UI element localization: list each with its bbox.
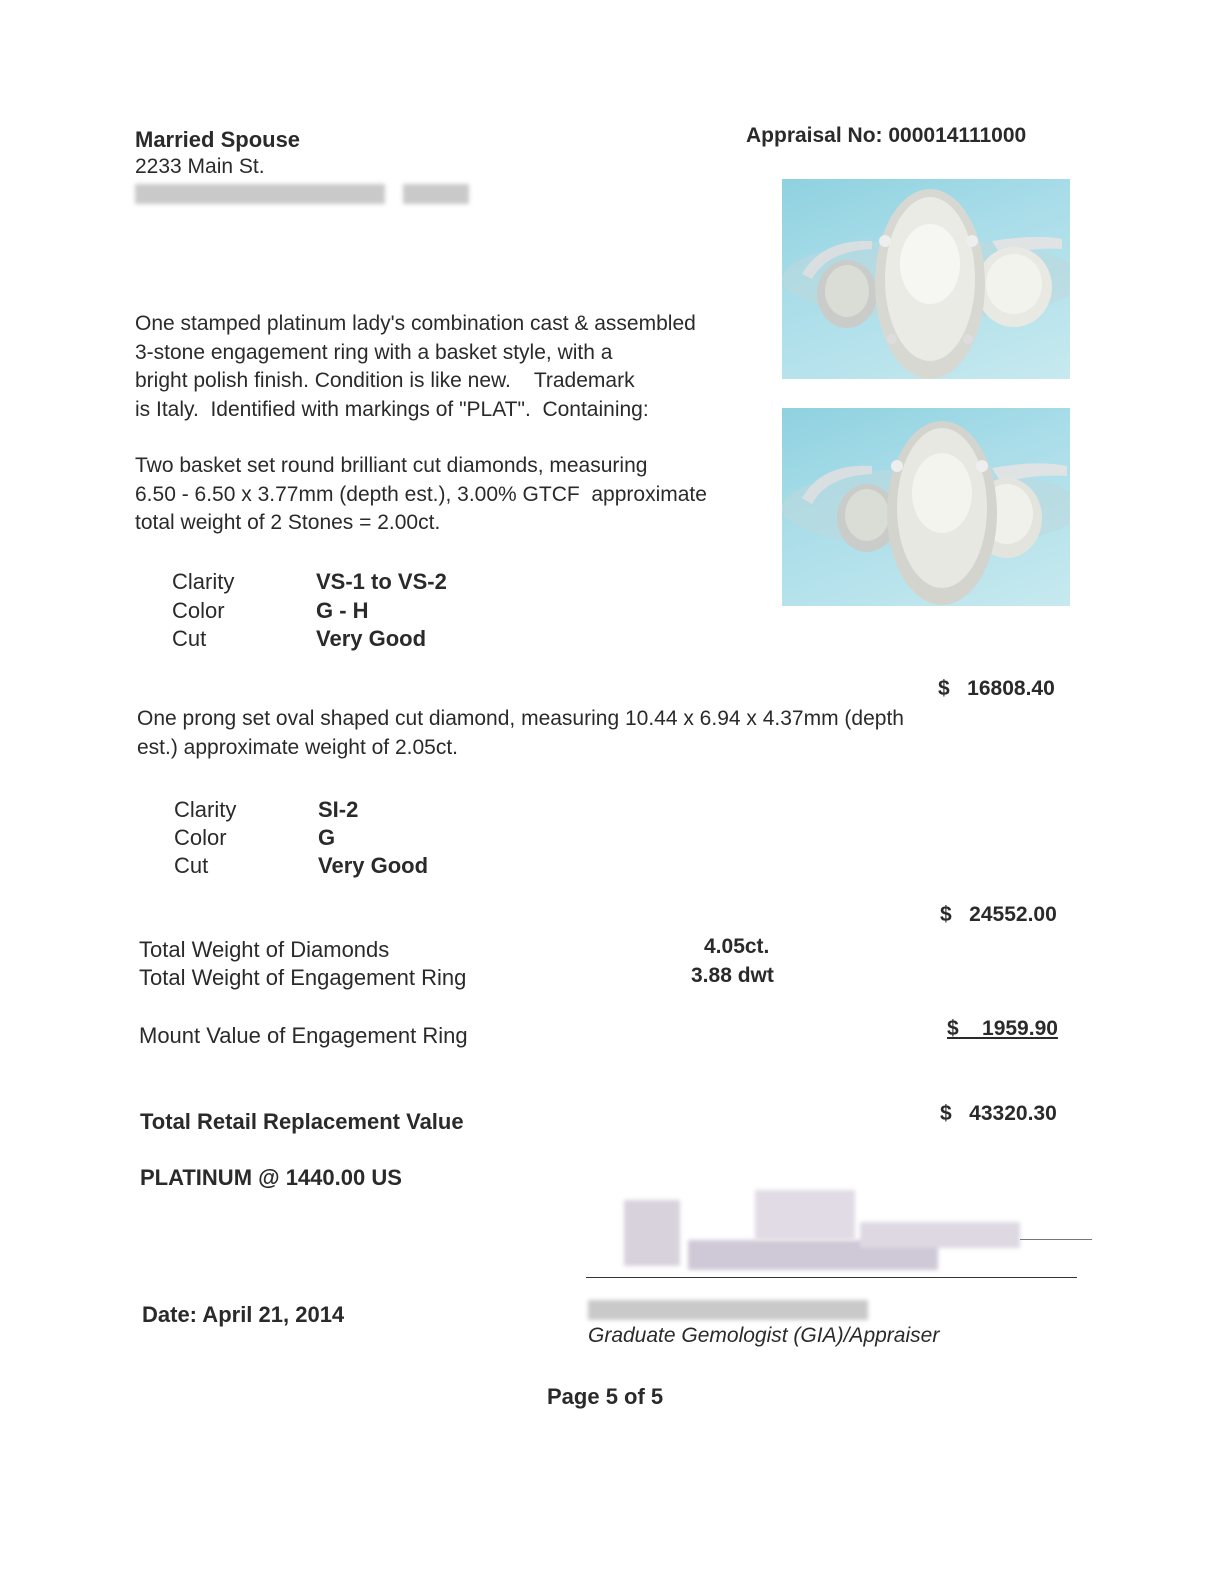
total-diamond-weight-label: Total Weight of Diamonds	[139, 937, 390, 962]
side-stones-line: Two basket set round brilliant cut diamonds, measuring	[135, 454, 648, 477]
side-stones-description	[135, 452, 707, 538]
grade-value-cut: Very Good	[318, 853, 429, 878]
signature-stroke	[1020, 1239, 1092, 1240]
side-stones-line: 6.50 - 6.50 x 3.77mm (depth est.), 3.00% GTCF approximate	[135, 482, 707, 506]
total-ring-weight-value: 3.88 dwt	[691, 964, 774, 987]
page-number: Page 5 of 5	[547, 1384, 664, 1409]
ring-photo-bottom	[782, 408, 1070, 606]
appraisal-number: Appraisal No: 000014111000	[746, 124, 1027, 147]
redacted-signer-name	[588, 1300, 868, 1320]
grade-value-clarity: VS-1 to VS-2	[316, 569, 447, 594]
signer-title: Graduate Gemologist (GIA)/Appraiser	[588, 1324, 940, 1347]
grade-value-color: G	[318, 825, 336, 850]
total-diamond-weight-value: 4.05ct.	[704, 935, 770, 958]
ring-photo-top	[782, 179, 1070, 379]
side-stones-line: total weight of 2 Stones = 2.00ct.	[135, 511, 441, 534]
platinum-price-line: PLATINUM @ 1440.00 US	[140, 1165, 402, 1190]
description-line: bright polish finish. Condition is like new. Trademark	[135, 369, 635, 392]
redacted-signature	[755, 1190, 855, 1240]
center-stone-value: $ 24552.00	[940, 903, 1057, 926]
description-line: 3-stone engagement ring with a basket style, with a	[135, 340, 613, 364]
client-name: Married Spouse	[135, 127, 301, 152]
redacted-signature	[624, 1200, 680, 1266]
redacted-signature	[860, 1222, 1020, 1248]
mount-value: $ 1959.90	[947, 1017, 1058, 1040]
grade-label-clarity: Clarity	[174, 797, 237, 822]
grade-label-clarity: Clarity	[172, 569, 235, 594]
grade-label-color: Color	[172, 598, 225, 623]
grade-label-cut: Cut	[172, 626, 207, 651]
grade-value-color: G - H	[316, 598, 369, 623]
total-ring-weight-label: Total Weight of Engagement Ring	[139, 965, 467, 990]
ring-description	[135, 310, 696, 424]
description-line: is Italy. Identified with markings of "PLAT". Containing:	[135, 397, 649, 421]
grade-label-cut: Cut	[174, 853, 209, 878]
side-stones-value: $ 16808.40	[938, 677, 1055, 700]
appraisal-date: Date: April 21, 2014	[142, 1302, 345, 1327]
total-retail-value: $ 43320.30	[940, 1102, 1057, 1125]
mount-value-label: Mount Value of Engagement Ring	[139, 1023, 468, 1048]
grade-value-clarity: SI-2	[318, 797, 359, 822]
grade-value-cut: Very Good	[316, 626, 427, 651]
center-stone-line: est.) approximate weight of 2.05ct.	[137, 735, 458, 759]
redacted-address-line	[135, 184, 385, 204]
client-address: 2233 Main St.	[135, 155, 265, 178]
center-stone-description	[137, 705, 904, 762]
redacted-zip	[403, 184, 469, 204]
signature-line	[586, 1277, 1077, 1278]
total-retail-label: Total Retail Replacement Value	[140, 1109, 464, 1134]
description-line: One stamped platinum lady's combination cast & assembled	[135, 312, 696, 335]
center-stone-line: One prong set oval shaped cut diamond, measuring 10.44 x 6.94 x 4.37mm (depth	[137, 707, 904, 730]
grade-label-color: Color	[174, 825, 227, 850]
